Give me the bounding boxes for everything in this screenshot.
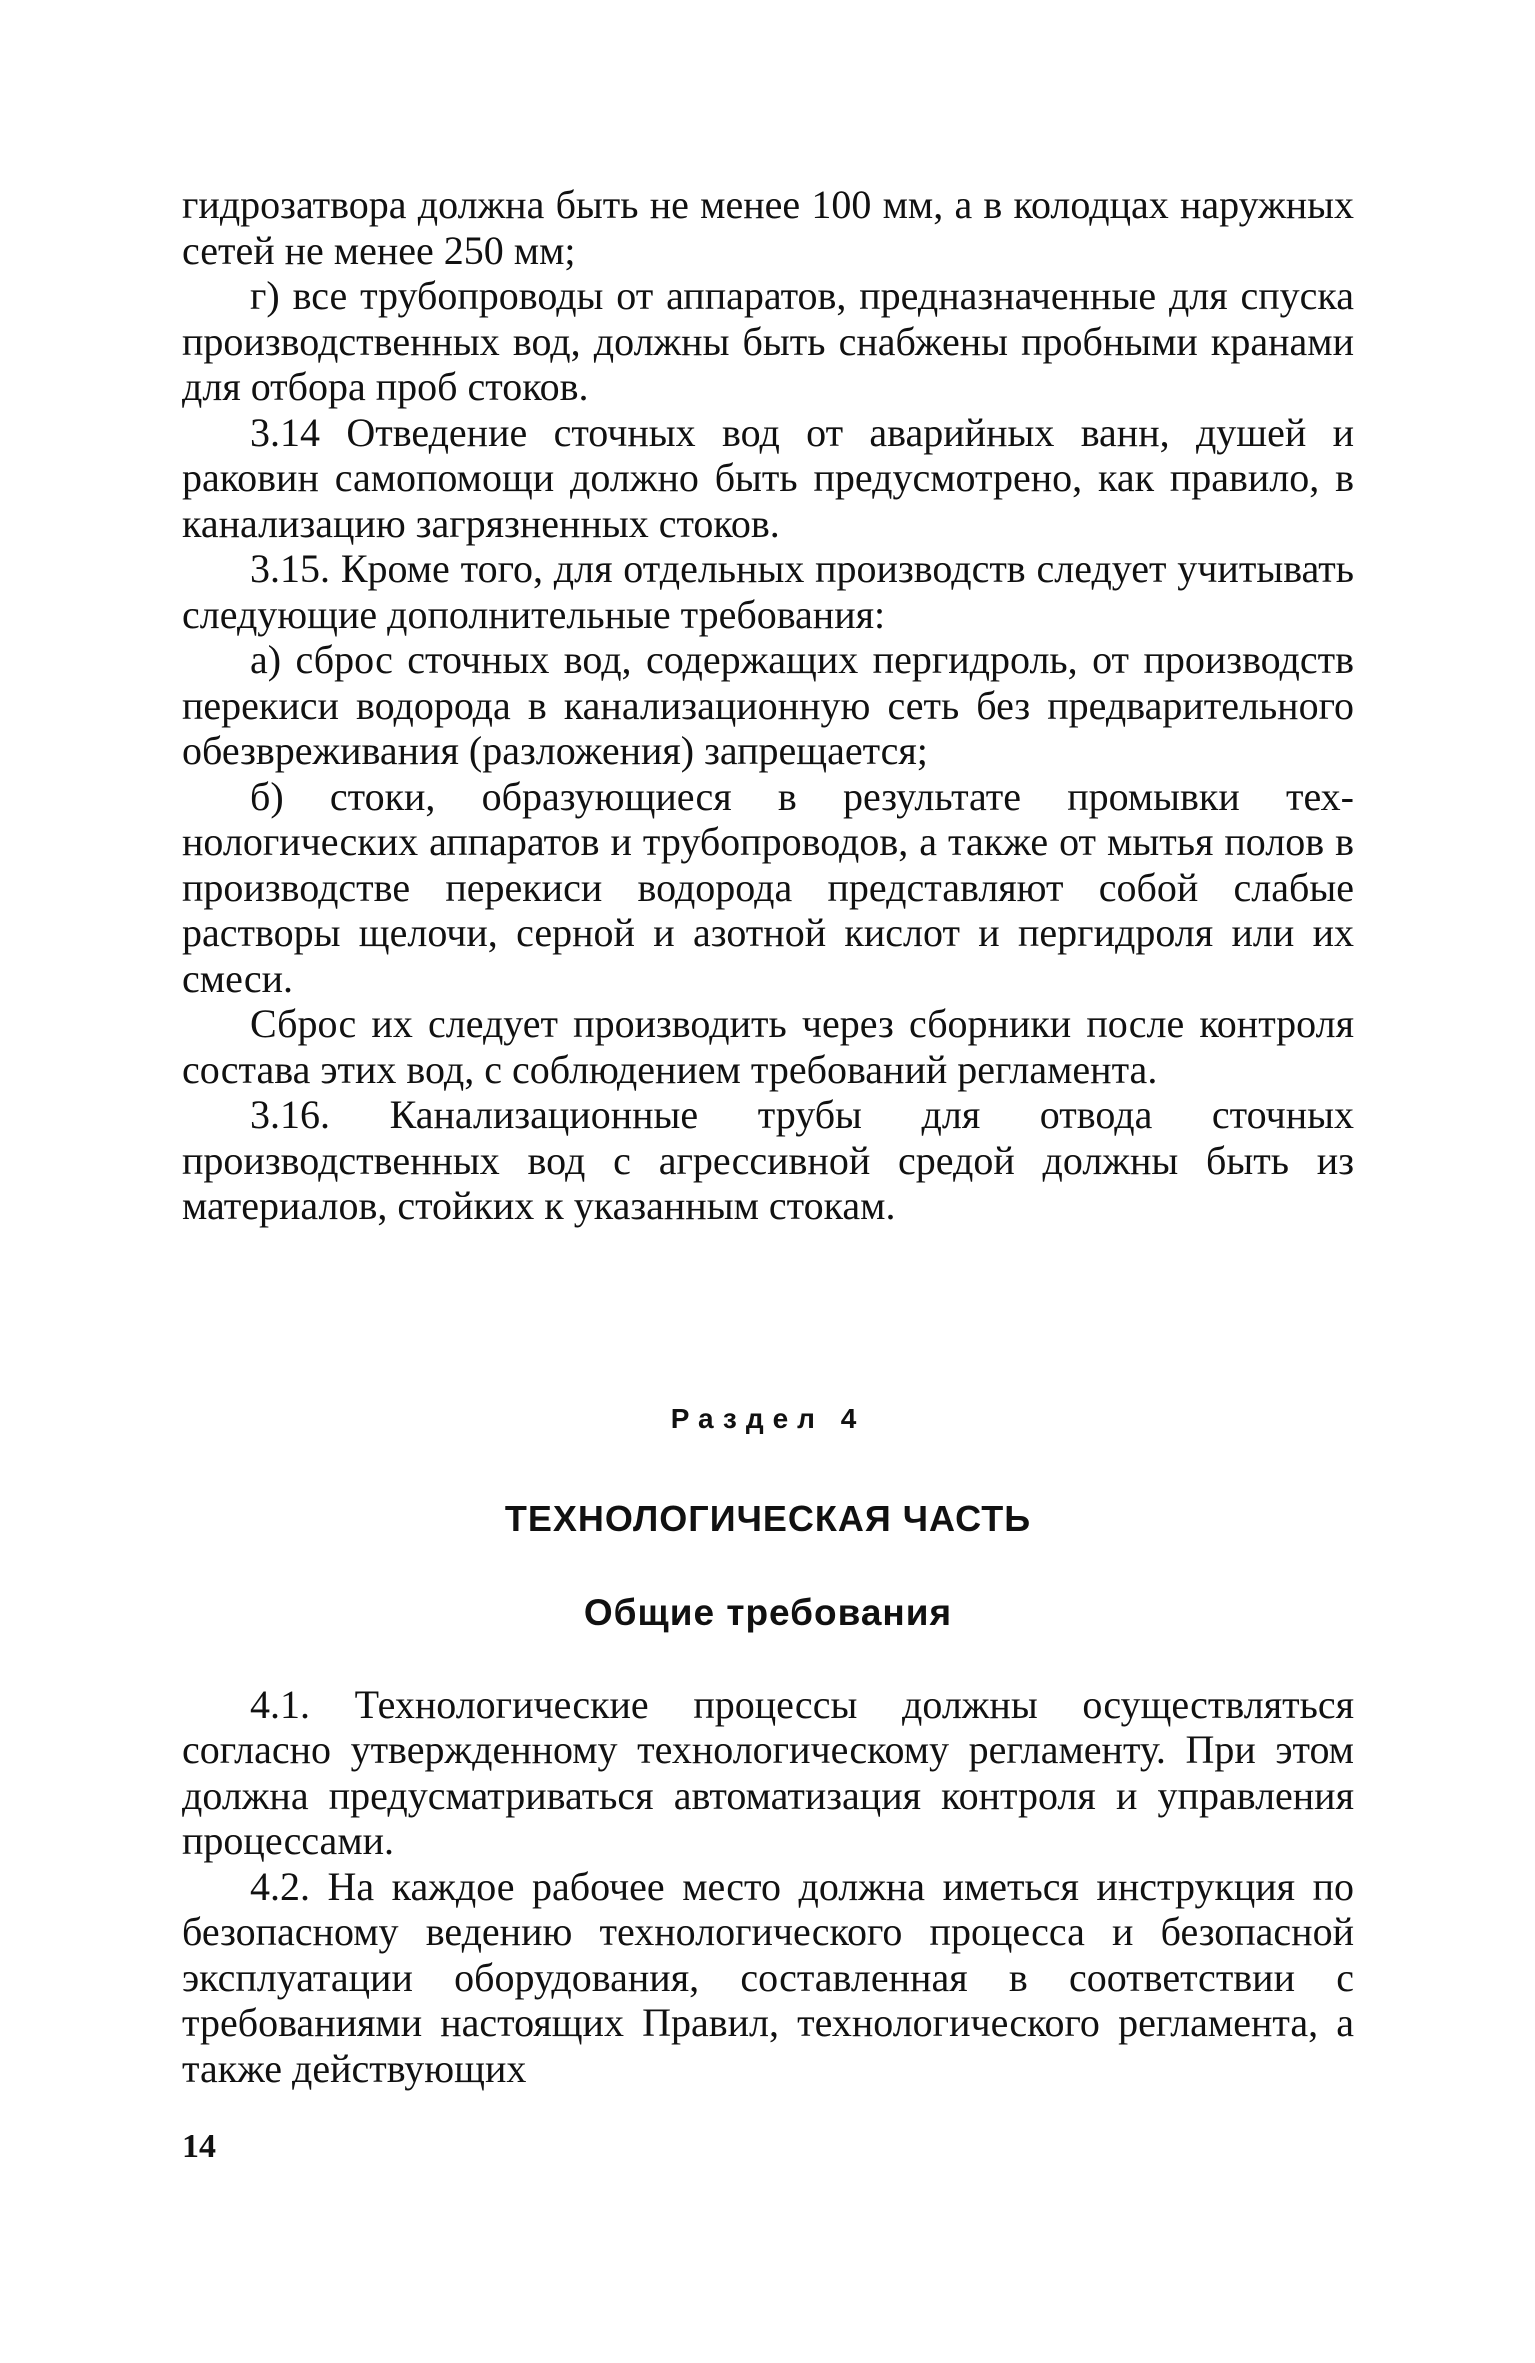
section-label: Раздел 4 [670, 1402, 866, 1434]
section-title: ТЕХНОЛОГИЧЕСКАЯ ЧАСТЬ [504, 1497, 1032, 1539]
paragraph-4-1: 4.1. Технологические процессы должны осуществляться согласно утвержденному технологическому регламенту. При этом должна предусматриваться автоматизация контроля и управления процессами. [182, 1681, 1354, 1863]
paragraph-item-g: г) все трубопроводы от аппаратов, предназначенные для спуска производственных вод, должны быть снабжены пробными кранами для отбора проб стоков. [182, 273, 1354, 409]
subsection-title: Общие требования [583, 1591, 953, 1633]
paragraph-discharge: Сброс их следует производить через сборники после контроля состава этих вод, с соблюдением требований регламента. [182, 1001, 1354, 1092]
paragraph-3-15: 3.15. Кроме того, для отдельных производств следует учитывать следующие дополнительные требования: [182, 546, 1354, 637]
paragraph-item-a: а) сброс сточных вод, содержащих пергидроль, от производств перекиси водорода в канализационную сеть без предварительного обезвреживания (разложения) запрещается; [182, 637, 1354, 773]
paragraph-3-14: 3.14 Отведение сточных вод от аварийных ванн, душей и раковин самопомощи должно быть предусмотрено, как правило, в канализацию загрязненных стоков. [182, 409, 1354, 546]
paragraph-continuation: гидрозатвора должна быть не менее 100 мм, а в колодцах наружных сетей не менее 250 мм; [182, 182, 1354, 273]
page-body [182, 182, 1354, 2091]
page-number: 14 [182, 2128, 216, 2165]
paragraph-item-b: б) стоки, образующиеся в результате промывки технологических аппаратов и трубопроводов, а также от мытья полов в производстве перекиси водорода представляют собой слабые растворы щелочи, серной и азотной кислот и пергидроля или их смеси. [182, 773, 1354, 1001]
paragraph-4-2: 4.2. На каждое рабочее место должна иметься инструкция по безопасному ведению технологического процесса и безопасной эксплуатации оборудования, составленная в соответствии с требованиями настоящих Правил, технологического регламента, а также действующих [182, 1863, 1354, 2091]
paragraph-3-16: 3.16. Канализационные трубы для отвода сточных производственных вод с агрессивной средой должны быть из материалов, стойких к указанным стокам. [182, 1092, 1354, 1228]
